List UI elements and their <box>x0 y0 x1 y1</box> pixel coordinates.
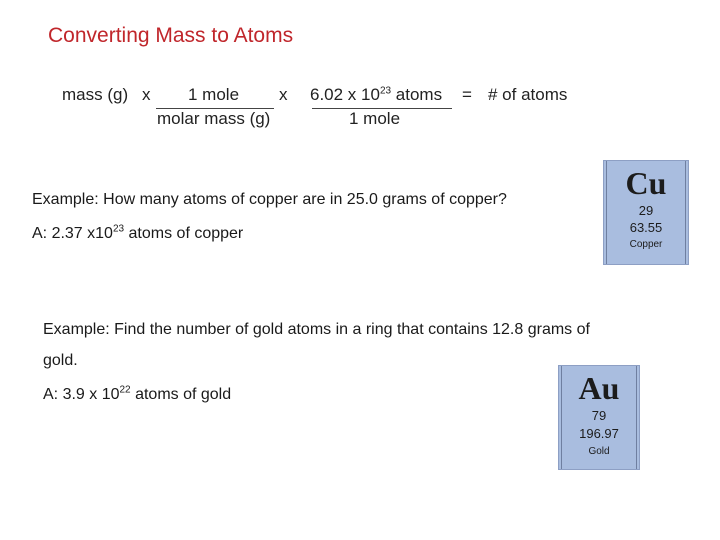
gold-atomic-number: 79 <box>591 408 607 423</box>
formula-equals: = <box>462 85 472 104</box>
example-1-answer: A: 2.37 $x10^{23}$ atoms of copper <box>32 223 244 242</box>
formula-times-2: x <box>279 85 288 104</box>
formula-frac2-numerator: 6.02 x $10^{23}$ atoms <box>310 85 443 104</box>
example-2-answer: A: 3.9 x $10^{22}$ atoms of gold <box>43 384 232 403</box>
copper-name: Copper <box>629 239 663 250</box>
formula-frac1-denominator: molar mass (g) <box>157 109 271 128</box>
gold-name: Gold <box>588 446 610 457</box>
copper-atomic-number: 29 <box>638 203 654 218</box>
copper-atomic-mass: 63.55 <box>629 220 663 235</box>
example-2-question-line-2: gold. <box>43 352 78 369</box>
formula-frac1-numerator: 1 mole <box>188 85 240 104</box>
copper-symbol: Cu <box>625 165 667 201</box>
gold-element-tile <box>558 365 640 470</box>
formula-mass: mass (g) <box>62 85 129 104</box>
formula-times-1: x <box>142 85 151 104</box>
copper-element-tile <box>603 160 689 265</box>
example-2-question-line-1: Example: Find the number of gold atoms in a ring that contains 12.8 grams of <box>43 321 590 338</box>
formula-frac2-denominator: 1 mole <box>349 109 401 128</box>
gold-symbol: Au <box>578 370 620 406</box>
formula-result: # of atoms <box>488 85 568 104</box>
example-1-question: Example: How many atoms of copper are in 25.0 grams of copper? <box>32 191 507 208</box>
gold-atomic-mass: 196.97 <box>579 426 619 441</box>
page-title: Converting Mass to Atoms <box>48 24 294 47</box>
